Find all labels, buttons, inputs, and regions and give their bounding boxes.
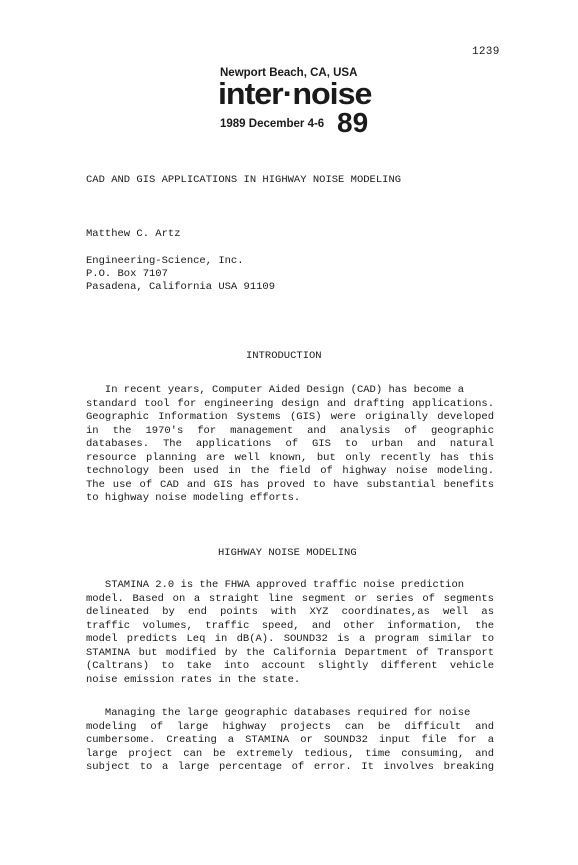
text-line: STAMINA 2.0 is the FHWA approved traffic noise prediction	[86, 579, 465, 591]
text-line: STAMINA but modified by the California Department of Transport	[86, 646, 494, 659]
text-line: model predicts Leq in dB(A). SOUND32 is a program similar to	[86, 633, 494, 646]
text-line: delineated by end points with XYZ coordinates,as well as	[86, 606, 494, 619]
section-heading-introduction: INTRODUCTION	[246, 350, 322, 362]
section-heading-highway-noise-modeling: HIGHWAY NOISE MODELING	[218, 547, 357, 559]
text-line: in the 1970's for management and analysis of geographic	[86, 424, 494, 437]
paper-title: CAD AND GIS APPLICATIONS IN HIGHWAY NOISE MODELING	[86, 174, 402, 186]
affiliation-line: Pasadena, California USA 91109	[86, 281, 276, 293]
text-line: model. Based on a straight line segment or series of segments	[86, 592, 494, 605]
text-line: The use of CAD and GIS has proved to have substantial benefits	[86, 478, 494, 491]
text-line: cumbersome. Creating a STAMINA or SOUND32 input file for a	[86, 734, 494, 747]
conference-logo: inter·noise	[218, 76, 372, 111]
text-line: modeling of large highway projects can be difficult and	[86, 720, 494, 733]
text-line: resource planning are well known, but only recently has this	[86, 451, 494, 464]
text-line: subject to a large percentage of error. It involves breaking	[86, 761, 494, 774]
affiliation-line: P.O. Box 7107	[86, 268, 168, 280]
text-line: databases. The applications of GIS to urban and natural	[86, 438, 494, 451]
text-line: Managing the large geographic databases required for noise	[86, 707, 471, 719]
text-line: noise emission rates in the state.	[86, 673, 301, 686]
text-line: (Caltrans) to take into account slightly different vehicle	[86, 660, 494, 673]
text-line: standard tool for engineering design and drafting applications.	[86, 397, 494, 410]
author-block	[86, 228, 275, 294]
text-line: In recent years, Computer Aided Design (CAD) has become a	[86, 384, 465, 396]
body-paragraph	[86, 707, 494, 775]
text-line: large project can be extremely tedious, time consuming, and	[86, 747, 494, 760]
author-name: Matthew C. Artz	[86, 228, 181, 240]
text-line: technology been used in the field of highway noise modeling.	[86, 465, 494, 478]
text-line: traffic volumes, traffic speed, and other information, the	[86, 619, 494, 632]
text-line: to highway noise modeling efforts.	[86, 492, 301, 505]
conference-date: 1989 December 4-6	[220, 118, 325, 130]
page-number: 1239	[472, 46, 500, 58]
conference-year-mark: 89	[337, 107, 369, 138]
affiliation-line: Engineering-Science, Inc.	[86, 255, 244, 267]
body-paragraph	[86, 384, 494, 506]
body-paragraph	[86, 579, 494, 687]
conference-location: Newport Beach, CA, USA	[220, 67, 358, 79]
text-line: Geographic Information Systems (GIS) were originally developed	[86, 411, 494, 424]
